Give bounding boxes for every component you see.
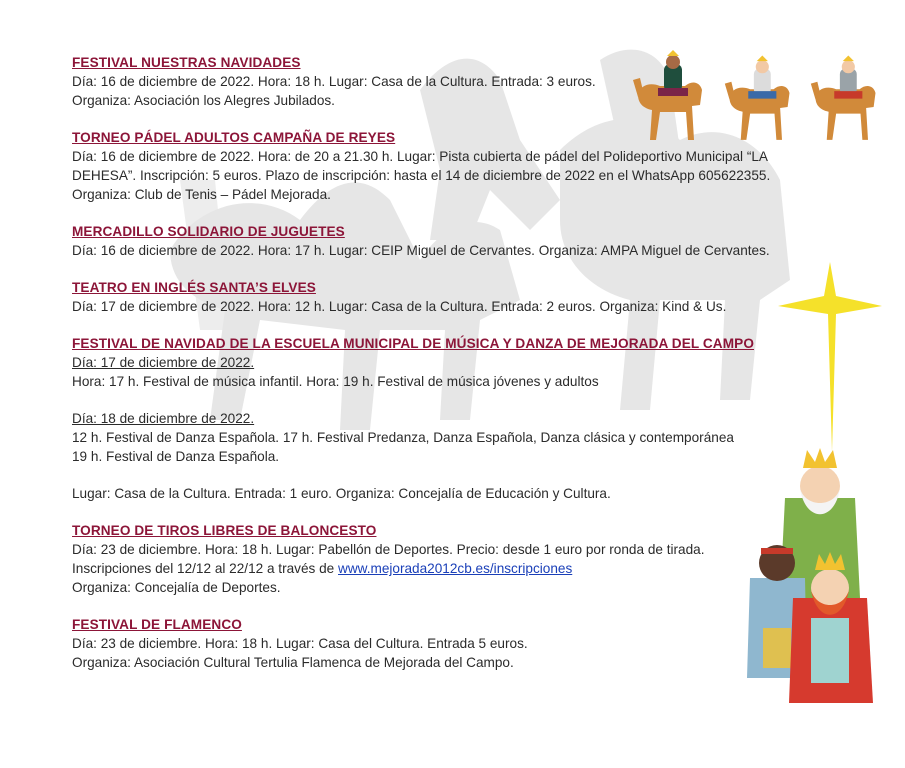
event-line: Día: 16 de diciembre de 2022. Hora: 18 h. Lugar: Casa de la Cultura. Entrada: 3 euros. bbox=[72, 74, 596, 89]
event-title: TORNEO DE TIROS LIBRES DE BALONCESTO bbox=[72, 523, 377, 538]
event-line: Lugar: Casa de la Cultura. Entrada: 1 euro. Organiza: Concejalía de Educación y Cultura. bbox=[72, 486, 611, 501]
event-mercadillo-solidario bbox=[72, 222, 852, 260]
event-title: TORNEO PÁDEL ADULTOS CAMPAÑA DE REYES bbox=[72, 130, 396, 145]
event-line: Día: 16 de diciembre de 2022. Hora: de 20 a 21.30 h. Lugar: Pista cubierta de pádel del Polideportivo Municipal “LA bbox=[72, 149, 768, 164]
event-title: FESTIVAL NUESTRAS NAVIDADES bbox=[72, 55, 301, 70]
event-line: Día: 17 de diciembre de 2022. Hora: 12 h. Lugar: Casa de la Cultura. Entrada: 2 euros. Organiza: Kind & Us. bbox=[72, 299, 727, 314]
event-teatro-ingles bbox=[72, 278, 852, 316]
event-line: Organiza: Asociación Cultural Tertulia Flamenca de Mejorada del Campo. bbox=[72, 655, 514, 670]
inscripciones-link[interactable]: www.mejorada2012cb.es/inscripciones bbox=[338, 561, 573, 576]
event-line: 12 h. Festival de Danza Española. 17 h. Festival Predanza, Danza Española, Danza clásica y contemporánea bbox=[72, 430, 734, 445]
event-title: TEATRO EN INGLÉS SANTA’S ELVES bbox=[72, 280, 316, 295]
event-title: MERCADILLO SOLIDARIO DE JUGUETES bbox=[72, 224, 345, 239]
event-line: Día: 23 de diciembre. Hora: 18 h. Lugar: Casa del Cultura. Entrada 5 euros. bbox=[72, 636, 528, 651]
event-title: FESTIVAL DE FLAMENCO bbox=[72, 617, 242, 632]
event-list bbox=[72, 53, 852, 690]
event-line: Organiza: Concejalía de Deportes. bbox=[72, 580, 281, 595]
event-torneo-tiros-libres bbox=[72, 521, 852, 597]
event-line: Día: 23 de diciembre. Hora: 18 h. Lugar: Pabellón de Deportes. Precio: desde 1 euro por ronda de tirada. bbox=[72, 542, 705, 557]
spacer bbox=[72, 391, 852, 409]
event-line: Organiza: Asociación los Alegres Jubilados. bbox=[72, 93, 335, 108]
event-day: Día: 17 de diciembre de 2022. bbox=[72, 355, 255, 370]
event-line: Hora: 17 h. Festival de música infantil. Hora: 19 h. Festival de música jóvenes y adultos bbox=[72, 374, 599, 389]
event-festival-flamenco bbox=[72, 615, 852, 672]
event-line bbox=[72, 559, 852, 578]
event-festival-nuestras-navidades bbox=[72, 53, 852, 110]
event-title: FESTIVAL DE NAVIDAD DE LA ESCUELA MUNICIPAL DE MÚSICA Y DANZA DE MEJORADA DEL CAMPO bbox=[72, 336, 754, 351]
spacer bbox=[72, 466, 852, 484]
event-line: Día: 16 de diciembre de 2022. Hora: 17 h. Lugar: CEIP Miguel de Cervantes. Organiza: AMPA Miguel de Cervantes. bbox=[72, 243, 770, 258]
event-line-prefix: Inscripciones del 12/12 al 22/12 a través de bbox=[72, 561, 339, 576]
event-line: 19 h. Festival de Danza Española. bbox=[72, 449, 280, 464]
event-torneo-padel bbox=[72, 128, 852, 204]
event-day: Día: 18 de diciembre de 2022. bbox=[72, 411, 255, 426]
event-festival-escuela-musica bbox=[72, 334, 852, 503]
event-line: Organiza: Club de Tenis – Pádel Mejorada. bbox=[72, 187, 331, 202]
event-line: DEHESA”. Inscripción: 5 euros. Plazo de inscripción: hasta el 14 de diciembre de 2022 en el WhatsApp 605622355. bbox=[72, 168, 771, 183]
